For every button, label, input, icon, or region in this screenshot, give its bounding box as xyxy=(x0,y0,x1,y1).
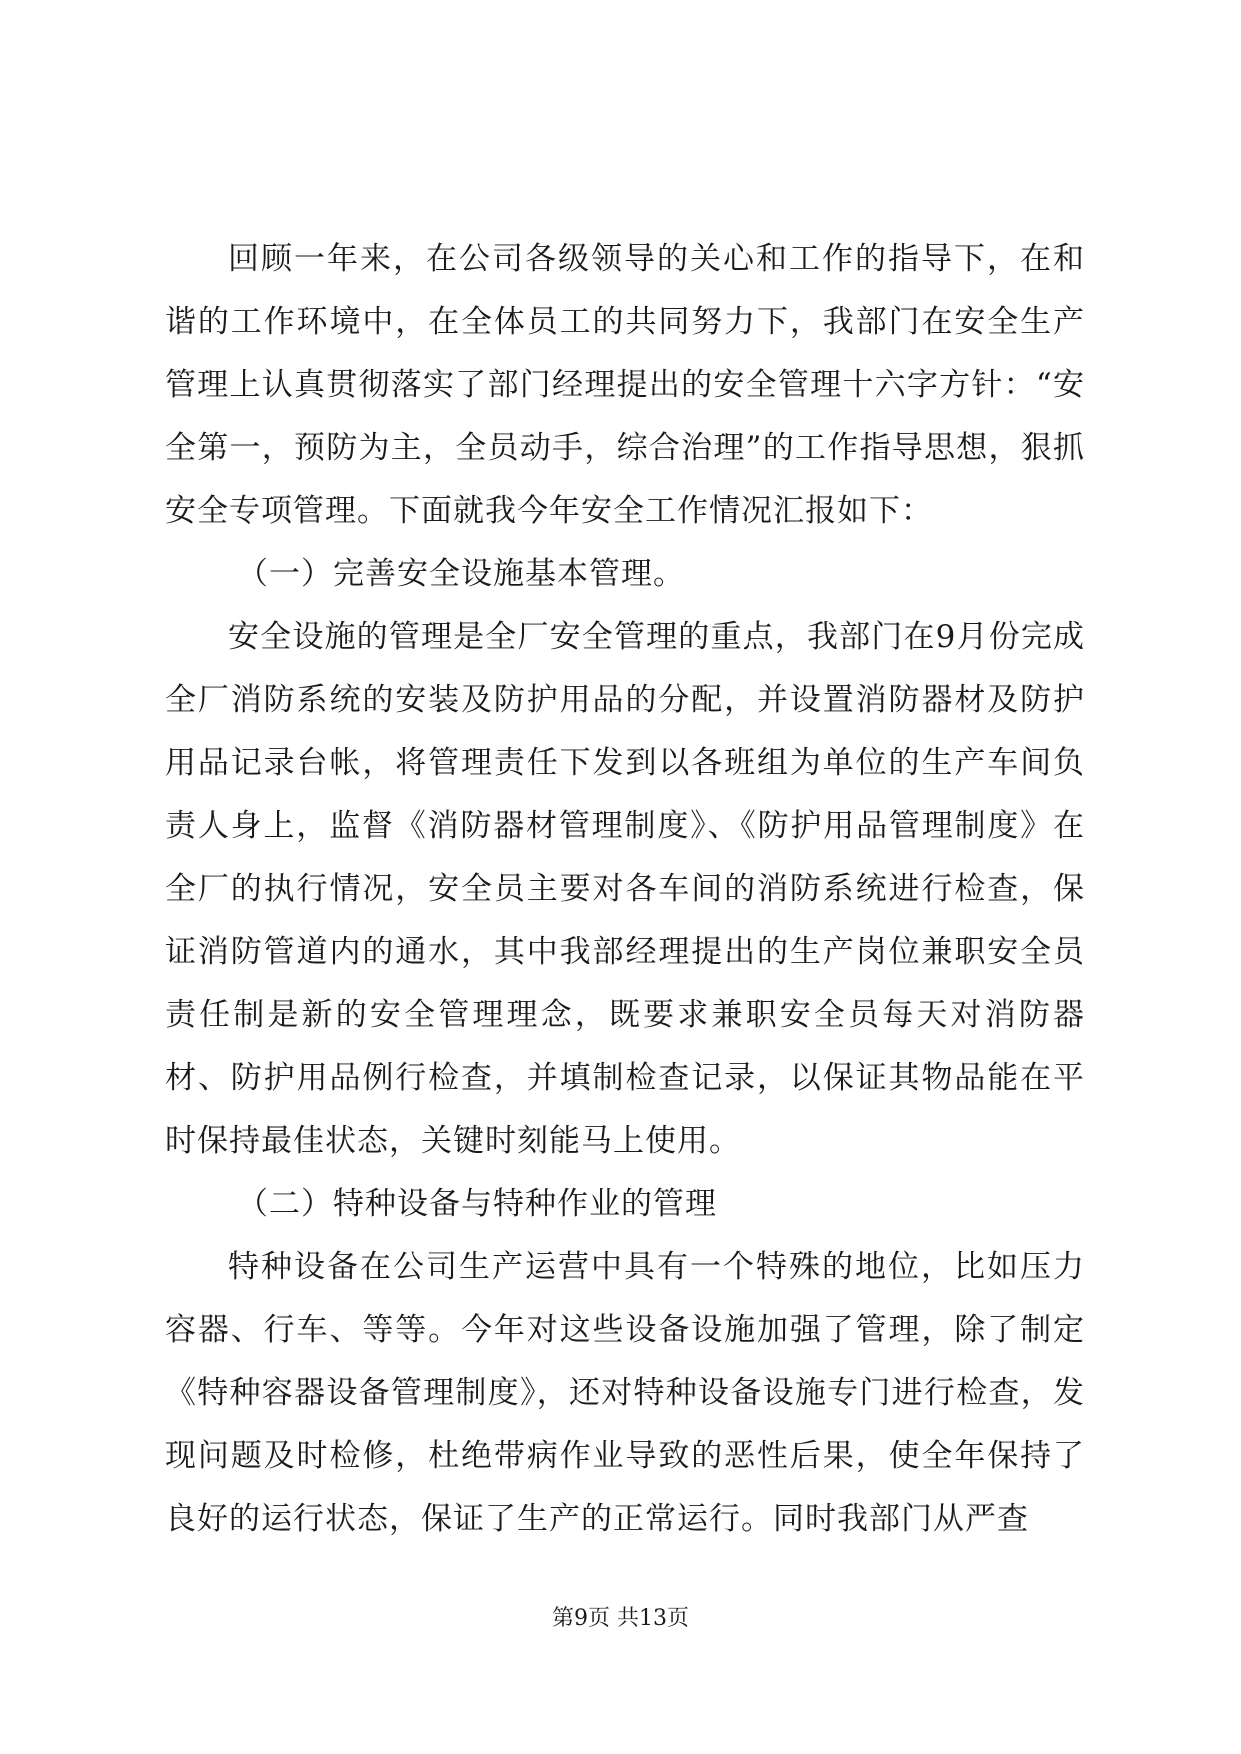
paragraph-safety-facilities: 安全设施的管理是全厂安全管理的重点，我部门在9月份完成全厂消防系统的安装及防护用品的分配，并设置消防器材及防护用品记录台帐，将管理责任下发到以各班组为单位的生产车间负责人身上，监督《消防器材管理制度》、《防护用品管理制度》在全厂的执行情况，安全员主要对各车间的消防系统进行检查，保证消防管道内的通水，其中我部经理提出的生产岗位兼职安全员责任制是新的安全管理理念，既要求兼职安全员每天对消防器材、防护用品例行检查，并填制检查记录，以保证其物品能在平时保持最佳状态，关键时刻能马上使用。 xyxy=(165,619,1085,1159)
paragraph-special-equipment: 特种设备在公司生产运营中具有一个特殊的地位，比如压力容器、行车、等等。今年对这些设备设施加强了管理，除了制定《特种容器设备管理制度》，还对特种设备设施专门进行检查，发现问题及时检修，杜绝带病作业导致的恶性后果，使全年保持了良好的运行状态，保证了生产的正常运行。同时我部门从严查 xyxy=(165,1249,1085,1537)
document-body xyxy=(165,228,1085,1551)
page-number-footer: 第9页 共13页 xyxy=(552,1606,689,1631)
paragraph-intro: 回顾一年来，在公司各级领导的关心和工作的指导下，在和谐的工作环境中，在全体员工的共同努力下，我部门在安全生产管理上认真贯彻落实了部门经理提出的安全管理十六字方针：“安全第一，预防为主，全员动手，综合治理”的工作指导思想，狠抓安全专项管理。下面就我今年安全工作情况汇报如下： xyxy=(165,241,1085,529)
section-heading-2: （二）特种设备与特种作业的管理 xyxy=(237,1186,717,1222)
section-heading-1: （一）完善安全设施基本管理。 xyxy=(237,556,685,592)
